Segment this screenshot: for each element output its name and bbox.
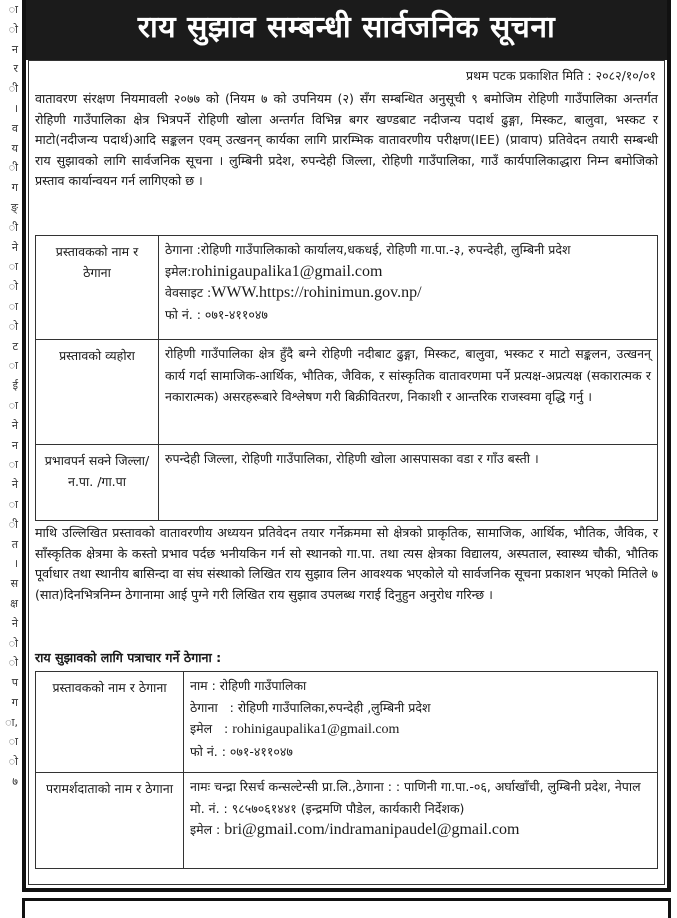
strip-char: ा bbox=[8, 497, 18, 511]
strip-char: ने bbox=[11, 616, 18, 630]
notice-title: राय सुझाव सम्बन्धी सार्वजनिक सूचना bbox=[26, 0, 667, 60]
request-paragraph: माथि उल्लिखित प्रस्तावको वातावरणीय अध्ययन प्रतिवेदन तयार गर्नेक्रममा सो क्षेत्रको प्राकृतिक, सामाजिक, आर्थिक, भौतिक, जैविक, र साँस्कृतिक क्षेत्रमा के कस्तो प्रभाव पर्दछ भनीयकिन गर्न सो स्थानको गा.पा. तथा त्यस क्षेत्रका विद्यालय, अस्पताल, स्वास्थ्य चौकी, भौतिक पूर्वाधार तथा स्थानीय बासिन्दा वा संघ संस्थाको लिखित राय सुझाव लिन आवश्यक भएकोले यो सार्वजनिक सूचना प्रकाशन भएको मितिले ७ (सात)दिनभित्रनिम्न ठेगानामा आई पुग्ने गरी लिखित राय सुझाव उपलब्ध गराई दिनुहुन अनुरोध गरिन्छ । bbox=[35, 525, 658, 602]
proponent-email-line bbox=[165, 261, 651, 283]
strip-char: । bbox=[13, 557, 18, 571]
proponent-address: ठेगाना :रोहिणी गाउँपालिकाको कार्यालय,धकधई, रोहिणी गा.पा.-३, रुपन्देही, लुम्बिनी प्रदेश bbox=[165, 242, 571, 257]
strip-char: ा bbox=[8, 398, 18, 412]
contact-proponent-phone: फो नं. : ०७१-४११०४७ bbox=[190, 743, 293, 759]
proponent-email-link[interactable]: rohinigaupalika1@gmail.com bbox=[191, 262, 383, 280]
intro-paragraph: वातावरण संरक्षण नियमावली २०७७ को (नियम ७ को उपनियम (२) सँग सम्बन्धित अनुसूची ९ बमोजिम रोहिणी गाउँपालिका अन्तर्गत रोहिणी गाउँपालिका क्षेत्र भित्रपर्ने रोहिणी खोला अन्तर्गत विभिन्न बगर खण्डबाट नदीजन्य पदार्थ ढुङ्गा, मिस्कट, बालुवा, भस्कट र माटो(नदीजन्य पदार्थ)आदि सङ्कलन एवम् उत्खनन् कार्यका लागि प्रारम्भिक वातावरणीय परीक्षण(IEE) (प्रावाप) प्रतिवेदन तयारी सम्बन्धी राय सुझावको लागि सार्वजनिक सूचना । लुम्बिनी प्रदेश, रुपन्देही जिल्ला, रोहिणी गाउँपालिका, गाउँ कार्यपालिकाद्धारा निम्न बमोजिको प्रस्ताव कार्यान्वयन गर्न लागिएको छ । bbox=[35, 91, 658, 189]
strip-char: ई bbox=[12, 379, 18, 393]
notice-body bbox=[28, 60, 665, 885]
strip-char: ङ् bbox=[10, 200, 18, 214]
proponent-website-link[interactable]: WWW.https://rohinimun.gov.np/ bbox=[211, 284, 422, 301]
proponent-phone: फो नं. : ०७१-४११०४७ bbox=[165, 306, 268, 322]
email-label: इमेल : bbox=[190, 721, 233, 736]
affected-area-text: रुपन्देही जिल्ला, रोहिणी गाउँपालिका, रोहिणी खोला आसपासका वडा र गाँउ बस्ती । bbox=[159, 445, 658, 521]
contact-proponent-address: ठेगाना : रोहिणी गाउँपालिका,रुपन्देही ,लुम्बिनी प्रदेश bbox=[190, 699, 431, 715]
strip-char: ने bbox=[11, 418, 18, 432]
strip-char: ा bbox=[8, 359, 18, 373]
consultant-details bbox=[184, 773, 658, 869]
strip-char: ा bbox=[8, 299, 18, 313]
proposal-table bbox=[35, 235, 658, 521]
table-row-proponent bbox=[36, 236, 658, 340]
contact-proponent-email-link[interactable]: rohinigaupalika1@gmail.com bbox=[232, 722, 400, 737]
strip-char: व bbox=[11, 121, 18, 135]
strip-char: ो bbox=[8, 656, 18, 670]
strip-char: न bbox=[11, 438, 18, 452]
contact-proponent-label: प्रस्तावकको नाम र ठेगाना bbox=[36, 672, 184, 773]
strip-char: ा bbox=[8, 458, 18, 472]
table-row-contact-proponent bbox=[36, 672, 658, 773]
description-text: रोहिणी गाउँपालिका क्षेत्र हुँदै बग्ने रोहिणी नदीबाट ढुङ्गा, मिस्कट, बालुवा, भस्कट र माटो सङ्कलन, उत्खनन् कार्य गर्दा सामाजिक-आर्थिक, भौतिक, जैविक, र सांस्कृतिक वातावरणमा पर्ने प्रत्यक्ष-अप्रत्यक्ष (सकारात्मक र नकारात्मक) असरहरूबारे विश्लेषण गरी बिक्रीवितरण, निकाशी र आन्तरिक राजस्वमा वृद्धि गर्नु । bbox=[159, 340, 658, 445]
contact-proponent-details bbox=[184, 672, 658, 773]
published-date: प्रथम पटक प्रकाशित मिति : २०८२/१०/०१ bbox=[466, 68, 656, 83]
strip-char: ा bbox=[8, 3, 18, 16]
email-label: इमेल : bbox=[190, 822, 225, 837]
contact-table bbox=[35, 671, 658, 869]
strip-char: ी bbox=[8, 220, 18, 234]
strip-char: ो bbox=[8, 636, 18, 650]
proponent-details bbox=[159, 236, 658, 340]
description-label: प्रस्तावको व्यहोरा bbox=[36, 340, 159, 445]
adjacent-column-strip bbox=[0, 0, 20, 910]
strip-char: य bbox=[11, 141, 18, 155]
strip-char: ो bbox=[8, 280, 18, 294]
strip-char: ग bbox=[11, 181, 18, 195]
next-notice-border bbox=[22, 898, 671, 918]
consultant-name-address: नामः चन्द्रा रिसर्च कन्सल्टेन्सी प्रा.लि.,ठेगाना : : पाणिनी गा.पा.-०६, अर्घाखाँची, लुम्बिनी प्रदेश, नेपाल bbox=[190, 779, 641, 794]
strip-char: ट bbox=[12, 339, 18, 353]
correspondence-heading: राय सुझावको लागि पत्राचार गर्ने ठेगाना : bbox=[35, 650, 222, 665]
contact-proponent-email-line bbox=[190, 718, 651, 741]
proponent-website-line bbox=[165, 282, 651, 304]
table-row-description bbox=[36, 340, 658, 445]
strip-char: ा bbox=[8, 260, 18, 274]
strip-char: र bbox=[13, 62, 18, 76]
email-label: इमेल: bbox=[165, 263, 192, 279]
strip-char: ी bbox=[8, 161, 18, 175]
consultant-mobile: मो. नं. : ९८५७०६१४४१ (इन्द्रमणि पौडेल, कार्यकारी निर्देशक) bbox=[190, 800, 465, 816]
strip-char: ो bbox=[8, 319, 18, 333]
strip-char: ो bbox=[8, 755, 18, 769]
contact-proponent-name: नाम : रोहिणी गाउँपालिका bbox=[190, 678, 307, 693]
consultant-email-link[interactable]: bri@gmail.com/indramanipaudel@gmail.com bbox=[224, 821, 520, 838]
strip-char: ने bbox=[11, 478, 18, 492]
table-row-affected-area bbox=[36, 445, 658, 521]
proponent-label: प्रस्तावकको नाम र ठेगाना bbox=[36, 236, 159, 340]
strip-char: ो bbox=[8, 22, 18, 36]
strip-char: ी bbox=[8, 517, 18, 531]
strip-char: ७ bbox=[12, 775, 18, 789]
strip-char: स bbox=[10, 577, 18, 591]
website-label: वेवसाइट : bbox=[165, 285, 212, 300]
consultant-email-line bbox=[190, 819, 651, 841]
strip-char: त bbox=[11, 537, 18, 551]
consultant-label: परामर्शदाताको नाम र ठेगाना bbox=[36, 773, 184, 869]
strip-char: ा, bbox=[5, 715, 18, 729]
strip-char: प bbox=[11, 676, 18, 690]
table-row-consultant bbox=[36, 773, 658, 869]
public-notice bbox=[22, 0, 671, 892]
strip-char: ा bbox=[8, 735, 18, 749]
affected-area-label: प्रभावपर्न सक्ने जिल्ला/न.पा. /गा.पा bbox=[36, 445, 159, 521]
strip-char: । bbox=[13, 101, 18, 115]
strip-char: न bbox=[11, 42, 18, 56]
strip-char: ने bbox=[11, 240, 18, 254]
strip-char: क्ष bbox=[10, 596, 18, 610]
strip-char: ी bbox=[8, 82, 18, 96]
strip-char: ग bbox=[11, 695, 18, 709]
